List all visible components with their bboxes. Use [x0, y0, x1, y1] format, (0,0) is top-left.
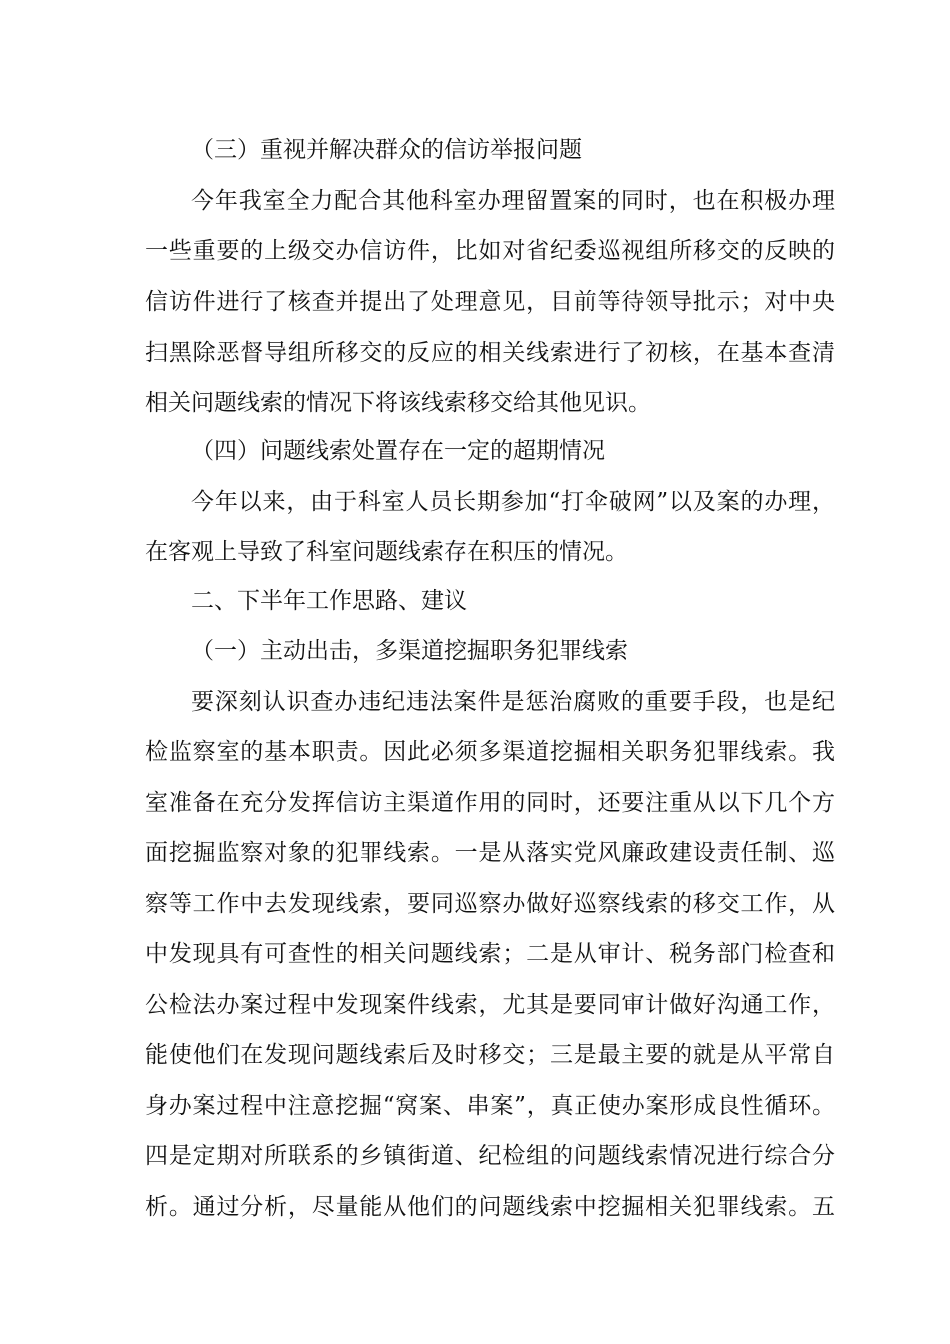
paragraph-line: 中发现具有可查性的相关问题线索；二是从审计、税务部门检查和 — [145, 941, 835, 967]
paragraph-line: 公检法办案过程中发现案件线索，尤其是要同审计做好沟通工作， — [145, 992, 835, 1018]
paragraph-line: 察等工作中去发现线索，要同巡察办做好巡察线索的移交工作，从 — [145, 891, 835, 917]
paragraph-line: 扫黑除恶督导组所移交的反应的相关线索进行了初核，在基本查清 — [145, 340, 835, 366]
heading-part-2: 二、下半年工作思路、建议 — [191, 588, 467, 614]
paragraph-line: 今年以来，由于科室人员长期参加“打伞破网”以及案的办理， — [191, 489, 835, 515]
heading-section-3: （三）重视并解决群众的信访举报问题 — [191, 137, 582, 163]
heading-section-4: （四）问题线索处置存在一定的超期情况 — [191, 438, 605, 464]
paragraph-line: 能使他们在发现问题线索后及时移交；三是最主要的就是从平常自 — [145, 1042, 835, 1068]
paragraph-line: 室准备在充分发挥信访主渠道作用的同时，还要注重从以下几个方 — [145, 790, 835, 816]
paragraph-line: 身办案过程中注意挖掘“窝案、串案”，真正使办案形成良性循环。 — [145, 1093, 835, 1119]
paragraph-line: 今年我室全力配合其他科室办理留置案的同时，也在积极办理 — [191, 188, 835, 214]
paragraph-line: 四是定期对所联系的乡镇街道、纪检组的问题线索情况进行综合分 — [145, 1143, 835, 1169]
heading-subsection-1: （一）主动出击，多渠道挖掘职务犯罪线索 — [191, 638, 628, 664]
paragraph-line: 在客观上导致了科室问题线索存在积压的情况。 — [145, 539, 628, 565]
paragraph-line: 相关问题线索的情况下将该线索移交给其他见识。 — [145, 390, 651, 416]
paragraph-line: 信访件进行了核查并提出了处理意见，目前等待领导批示；对中央 — [145, 289, 835, 315]
paragraph-line: 一些重要的上级交办信访件，比如对省纪委巡视组所移交的反映的 — [145, 238, 835, 264]
paragraph-line: 检监察室的基本职责。因此必须多渠道挖掘相关职务犯罪线索。我 — [145, 739, 835, 765]
paragraph-line: 要深刻认识查办违纪违法案件是惩治腐败的重要手段，也是纪 — [191, 689, 835, 715]
paragraph-line: 析。通过分析，尽量能从他们的问题线索中挖掘相关犯罪线索。五 — [145, 1194, 835, 1220]
paragraph-line: 面挖掘监察对象的犯罪线索。一是从落实党风廉政建设责任制、巡 — [145, 840, 835, 866]
